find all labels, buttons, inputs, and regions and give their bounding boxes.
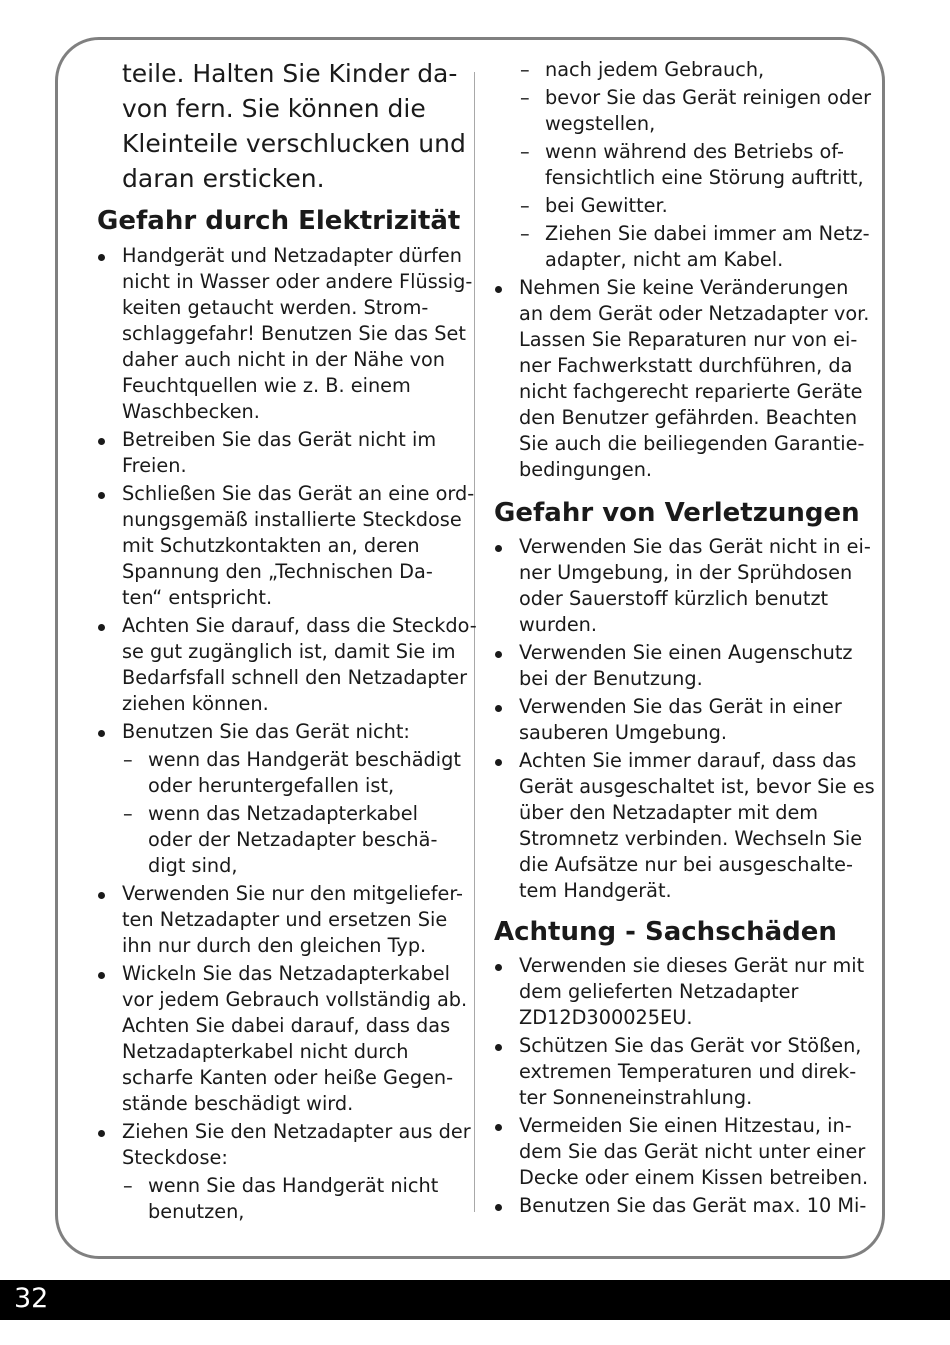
bullet-item-line: Achten Sie dabei darauf, dass das bbox=[122, 1014, 451, 1037]
bullet-item-line: Wickeln Sie das Netzadapterkabel bbox=[122, 962, 450, 985]
bullet-item-line: Achten Sie immer darauf, dass das bbox=[519, 749, 857, 772]
bullet-item-line: keiten getaucht werden. Strom- bbox=[122, 296, 429, 319]
dash-item-line: wenn das Netzadapterkabel bbox=[148, 802, 418, 825]
dash-item-line: nach jedem Gebrauch, bbox=[545, 58, 765, 81]
dash-item-line: oder heruntergefallen ist, bbox=[148, 774, 395, 797]
bullet-dot bbox=[98, 438, 105, 445]
dash-marker: – bbox=[520, 222, 530, 245]
bullet-item-line: se gut zugänglich ist, damit Sie im bbox=[122, 640, 456, 663]
bullet-dot bbox=[495, 1204, 502, 1211]
bullet-item-line: Sie auch die beiliegenden Garantie- bbox=[519, 432, 865, 455]
bullet-dot bbox=[495, 651, 502, 658]
dash-marker: – bbox=[520, 86, 530, 109]
bullet-dot bbox=[98, 972, 105, 979]
dash-item-line: bei Gewitter. bbox=[545, 194, 668, 217]
dash-item-line: Ziehen Sie dabei immer am Netz- bbox=[545, 222, 870, 245]
bullet-item-line: die Aufsätze nur bei ausgeschalte- bbox=[519, 853, 854, 876]
bullet-item-line: nungsgemäß installierte Steckdose bbox=[122, 508, 462, 531]
bullet-item-line: Lassen Sie Reparaturen nur von ei- bbox=[519, 328, 858, 351]
bullet-item-line: scharfe Kanten oder heiße Gegen- bbox=[122, 1066, 454, 1089]
bullet-item-line: nicht in Wasser oder andere Flüssig- bbox=[122, 270, 473, 293]
dash-marker: – bbox=[123, 748, 133, 771]
bullet-item-line: tem Handgerät. bbox=[519, 879, 672, 902]
bullet-item-line: Schließen Sie das Gerät an eine ord- bbox=[122, 482, 475, 505]
bullet-item-line: an dem Gerät oder Netzadapter vor. bbox=[519, 302, 870, 325]
footer-bar bbox=[0, 1280, 950, 1320]
dash-item-line: benutzen, bbox=[148, 1200, 245, 1223]
dash-marker: – bbox=[520, 194, 530, 217]
dash-item-line: wenn während des Betriebs of- bbox=[545, 140, 844, 163]
bullet-item-line: Decke oder einem Kissen betreiben. bbox=[519, 1166, 869, 1189]
heading-elektrizitaet: Gefahr durch Elektrizität bbox=[97, 206, 461, 236]
intro-line: Kleinteile verschlucken und bbox=[122, 129, 466, 158]
bullet-item-line: Verwenden sie dieses Gerät nur mit bbox=[519, 954, 865, 977]
bullet-item-line: dem gelieferten Netzadapter bbox=[519, 980, 799, 1003]
column-divider bbox=[474, 72, 475, 1212]
dash-item-line: wenn Sie das Handgerät nicht bbox=[148, 1174, 439, 1197]
intro-line: daran ersticken. bbox=[122, 164, 325, 193]
bullet-item-line: ten“ entspricht. bbox=[122, 586, 273, 609]
bullet-item-line: Nehmen Sie keine Veränderungen bbox=[519, 276, 849, 299]
bullet-item-line: oder Sauerstoff kürzlich benutzt bbox=[519, 587, 829, 610]
bullet-item-line: bei der Benutzung. bbox=[519, 667, 703, 690]
bullet-dot bbox=[98, 254, 105, 261]
bullet-item-line: wurden. bbox=[519, 613, 598, 636]
bullet-dot bbox=[98, 624, 105, 631]
dash-item-line: fensichtlich eine Störung auftritt, bbox=[545, 166, 864, 189]
bullet-item-line: ner Umgebung, in der Sprühdosen bbox=[519, 561, 853, 584]
bullet-dot bbox=[495, 545, 502, 552]
bullet-item-line: ter Sonneneinstrahlung. bbox=[519, 1086, 753, 1109]
bullet-item-line: Waschbecken. bbox=[122, 400, 260, 423]
bullet-item-line: Handgerät und Netzadapter dürfen bbox=[122, 244, 462, 267]
intro-line: teile. Halten Sie Kinder da- bbox=[122, 59, 458, 88]
bullet-item-line: Netzadapterkabel nicht durch bbox=[122, 1040, 409, 1063]
bullet-item-line: mit Schutzkontakten an, deren bbox=[122, 534, 420, 557]
bullet-item-line: Verwenden Sie einen Augenschutz bbox=[519, 641, 853, 664]
intro-paragraph bbox=[122, 56, 467, 196]
bullet-item-line: stände beschädigt wird. bbox=[122, 1092, 354, 1115]
bullet-dot bbox=[495, 964, 502, 971]
bullet-dot bbox=[98, 492, 105, 499]
dash-marker: – bbox=[123, 1174, 133, 1197]
bullet-item-line: Betreiben Sie das Gerät nicht im bbox=[122, 428, 437, 451]
bullet-item-line: Freien. bbox=[122, 454, 187, 477]
bullet-item-line: Benutzen Sie das Gerät max. 10 Mi- bbox=[519, 1194, 867, 1217]
dash-marker: – bbox=[520, 58, 530, 81]
bullet-item-line: Vermeiden Sie einen Hitzestau, in- bbox=[519, 1114, 852, 1137]
bullet-item-line: Bedarfsfall schnell den Netzadapter bbox=[122, 666, 468, 689]
page-number: 32 bbox=[14, 1283, 49, 1314]
bullet-item-line: über den Netzadapter mit dem bbox=[519, 801, 819, 824]
bullet-item-line: Achten Sie darauf, dass die Steckdo- bbox=[122, 614, 477, 637]
bullet-item-line: ziehen können. bbox=[122, 692, 269, 715]
bullet-item-line: Verwenden Sie nur den mitgeliefer- bbox=[122, 882, 463, 905]
bullet-item-line: dem Sie das Gerät nicht unter einer bbox=[519, 1140, 866, 1163]
bullet-item-line: daher auch nicht in der Nähe von bbox=[122, 348, 446, 371]
bullet-item-line: sauberen Umgebung. bbox=[519, 721, 727, 744]
heading-sachschaeden: Achtung - Sachschäden bbox=[494, 917, 837, 947]
dash-item-line: wenn das Handgerät beschädigt bbox=[148, 748, 461, 771]
bullet-item-line: Steckdose: bbox=[122, 1146, 228, 1169]
bullet-item-line: extremen Temperaturen und direk- bbox=[519, 1060, 857, 1083]
intro-line: von fern. Sie können die bbox=[122, 94, 426, 123]
dash-item-line: wegstellen, bbox=[545, 112, 656, 135]
bullet-dot bbox=[98, 1130, 105, 1137]
bullet-item-line: ten Netzadapter und ersetzen Sie bbox=[122, 908, 448, 931]
bullet-item-line: schlaggefahr! Benutzen Sie das Set bbox=[122, 322, 466, 345]
bullet-item-line: bedingungen. bbox=[519, 458, 653, 481]
bullet-dot bbox=[495, 759, 502, 766]
bullet-item-line: vor jedem Gebrauch vollständig ab. bbox=[122, 988, 468, 1011]
bullet-item-line: Spannung den „Technischen Da- bbox=[122, 560, 433, 583]
dash-item-line: oder der Netzadapter beschä- bbox=[148, 828, 438, 851]
bullet-item-line: nicht fachgerecht reparierte Geräte bbox=[519, 380, 863, 403]
bullet-item-line: Gerät ausgeschaltet ist, bevor Sie es bbox=[519, 775, 875, 798]
bullet-dot bbox=[495, 1044, 502, 1051]
bullet-dot bbox=[98, 730, 105, 737]
bullet-item-line: Ziehen Sie den Netzadapter aus der bbox=[122, 1120, 471, 1143]
bullet-item-line: ZD12D300025EU. bbox=[519, 1006, 693, 1029]
bullet-dot bbox=[495, 705, 502, 712]
dash-marker: – bbox=[123, 802, 133, 825]
bullet-item-line: Schützen Sie das Gerät vor Stößen, bbox=[519, 1034, 862, 1057]
bullet-item-line: Benutzen Sie das Gerät nicht: bbox=[122, 720, 410, 743]
bullet-item-line: Verwenden Sie das Gerät in einer bbox=[519, 695, 842, 718]
dash-item-line: adapter, nicht am Kabel. bbox=[545, 248, 784, 271]
bullet-dot bbox=[495, 1124, 502, 1131]
bullet-item-line: Feuchtquellen wie z. B. einem bbox=[122, 374, 411, 397]
dash-item-line: bevor Sie das Gerät reinigen oder bbox=[545, 86, 871, 109]
heading-verletzungen: Gefahr von Verletzungen bbox=[494, 498, 860, 528]
dash-marker: – bbox=[520, 140, 530, 163]
dash-item-line: digt sind, bbox=[148, 854, 238, 877]
bullet-dot bbox=[98, 892, 105, 899]
bullet-item-line: Stromnetz verbinden. Wechseln Sie bbox=[519, 827, 863, 850]
bullet-item-line: ner Fachwerkstatt durchführen, da bbox=[519, 354, 853, 377]
bullet-item-line: ihn nur durch den gleichen Typ. bbox=[122, 934, 427, 957]
bullet-item-line: Verwenden Sie das Gerät nicht in ei- bbox=[519, 535, 871, 558]
bullet-item-line: den Benutzer gefährden. Beachten bbox=[519, 406, 858, 429]
bullet-dot bbox=[495, 286, 502, 293]
